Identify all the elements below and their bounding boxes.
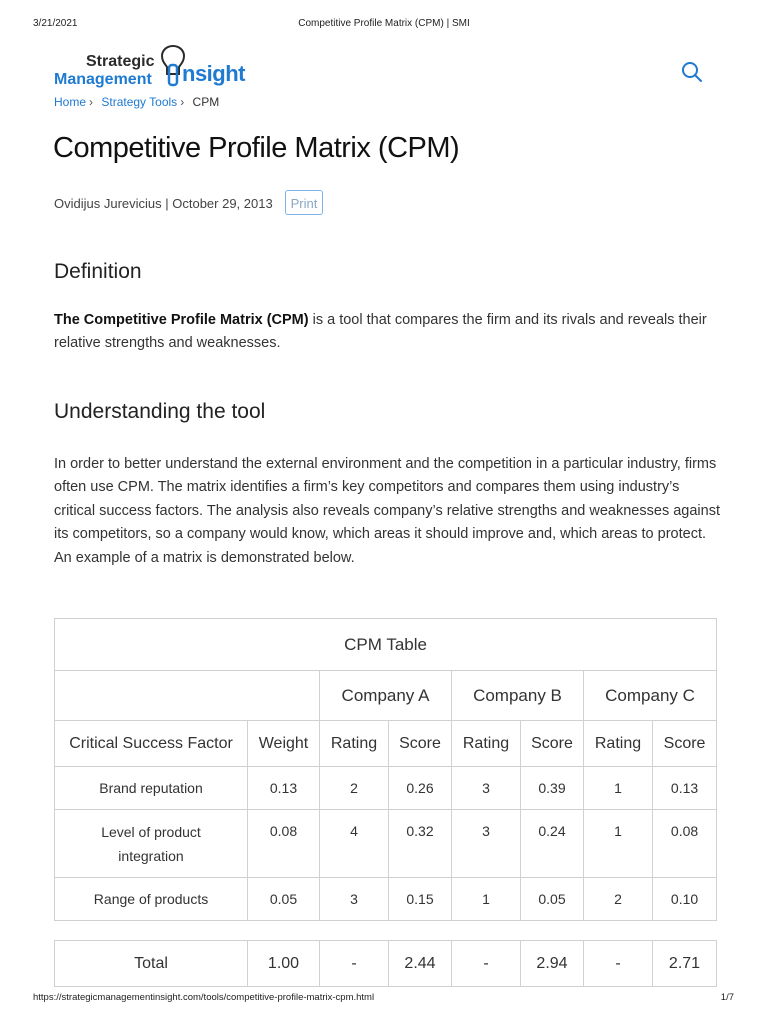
table-caption: CPM Table [55, 619, 717, 671]
row-b-score: 0.24 [521, 810, 584, 878]
total-a-score: 2.44 [389, 941, 452, 987]
row-b-rating: 3 [452, 810, 521, 878]
total-row [55, 941, 717, 987]
total-b-rating: - [452, 941, 521, 987]
row-c-score: 0.10 [653, 878, 717, 921]
row-b-rating: 1 [452, 878, 521, 921]
row-factor: Level of product integration [55, 810, 248, 878]
header-rating: Rating [320, 721, 389, 767]
row-a-score: 0.26 [389, 767, 452, 810]
print-footer [0, 992, 768, 1006]
understanding-heading: Understanding the tool [54, 400, 266, 423]
definition-term: The Competitive Profile Matrix (CPM) [54, 312, 309, 328]
site-logo[interactable] [54, 44, 254, 92]
row-weight: 0.05 [248, 878, 320, 921]
breadcrumb-home[interactable]: Home [54, 95, 87, 109]
definition-paragraph [54, 309, 720, 356]
row-a-score: 0.15 [389, 878, 452, 921]
page-title: Competitive Profile Matrix (CPM) [53, 132, 460, 164]
definition-heading: Definition [54, 260, 142, 283]
header-weight: Weight [248, 721, 320, 767]
row-factor: Range of products [55, 878, 248, 921]
row-weight: 0.08 [248, 810, 320, 878]
header-score: Score [653, 721, 717, 767]
print-url: https://strategicmanagementinsight.com/tools/competitive-profile-matrix-cpm.html [33, 992, 375, 1003]
breadcrumb-separator: › [89, 95, 94, 109]
definition-text: is a tool that compares the firm and its rivals and reveals their relative strengths and weaknesses. [54, 312, 707, 352]
row-a-rating: 3 [320, 878, 389, 921]
search-icon [680, 60, 704, 84]
cpm-total-table [54, 940, 717, 987]
header-factor: Critical Success Factor [55, 721, 248, 767]
print-date: 3/21/2021 [33, 18, 78, 29]
understanding-paragraph: In order to better understand the external environment and the competition in a particular industry, firms often use CPM. The matrix identifies a firm’s key competitors and compares them using industry’s critical success factors. The analysis also reveals company’s relative strengths and weaknesses against its competitors, so a company would know, which areas it should improve and, which areas to protect. An example of a matrix is demonstrated below. [54, 456, 720, 566]
row-a-rating: 2 [320, 767, 389, 810]
row-b-score: 0.39 [521, 767, 584, 810]
table-caption-row [55, 619, 717, 671]
total-a-rating: - [320, 941, 389, 987]
print-page-number: 1/7 [720, 992, 734, 1003]
row-c-rating: 1 [584, 810, 653, 878]
logo-word-insight: nsight [182, 61, 245, 86]
company-b-header: Company B [452, 671, 584, 721]
header-score: Score [389, 721, 452, 767]
total-c-rating: - [584, 941, 653, 987]
print-doc-title: Competitive Profile Matrix (CPM) | SMI [298, 18, 470, 29]
row-c-score: 0.13 [653, 767, 717, 810]
breadcrumb [54, 95, 219, 109]
author-date: Ovidijus Jurevicius | October 29, 2013 [54, 196, 273, 211]
row-c-rating: 1 [584, 767, 653, 810]
total-b-score: 2.94 [521, 941, 584, 987]
total-weight: 1.00 [248, 941, 320, 987]
total-c-score: 2.71 [653, 941, 717, 987]
table-row [55, 878, 717, 921]
company-a-header: Company A [320, 671, 452, 721]
row-factor: Brand reputation [55, 767, 248, 810]
row-weight: 0.13 [248, 767, 320, 810]
header-rating: Rating [452, 721, 521, 767]
row-c-score: 0.08 [653, 810, 717, 878]
row-b-rating: 3 [452, 767, 521, 810]
breadcrumb-current: CPM [192, 95, 220, 109]
table-header-row [55, 721, 717, 767]
cpm-table [54, 618, 717, 921]
breadcrumb-strategy-tools[interactable]: Strategy Tools [101, 95, 178, 109]
table-row [55, 767, 717, 810]
logo-word-management: Management [54, 71, 152, 88]
total-label: Total [55, 941, 248, 987]
table-company-row [55, 671, 717, 721]
row-a-score: 0.32 [389, 810, 452, 878]
table-row [55, 810, 717, 878]
company-c-header: Company C [584, 671, 717, 721]
print-button[interactable]: Print [285, 190, 323, 215]
row-b-score: 0.05 [521, 878, 584, 921]
breadcrumb-separator: › [180, 95, 185, 109]
header-rating: Rating [584, 721, 653, 767]
row-c-rating: 2 [584, 878, 653, 921]
logo-word-strategic: Strategic [86, 53, 155, 70]
row-a-rating: 4 [320, 810, 389, 878]
header-score: Score [521, 721, 584, 767]
search-button[interactable] [680, 60, 704, 84]
table-empty-cell [55, 671, 320, 721]
print-header [0, 18, 768, 32]
